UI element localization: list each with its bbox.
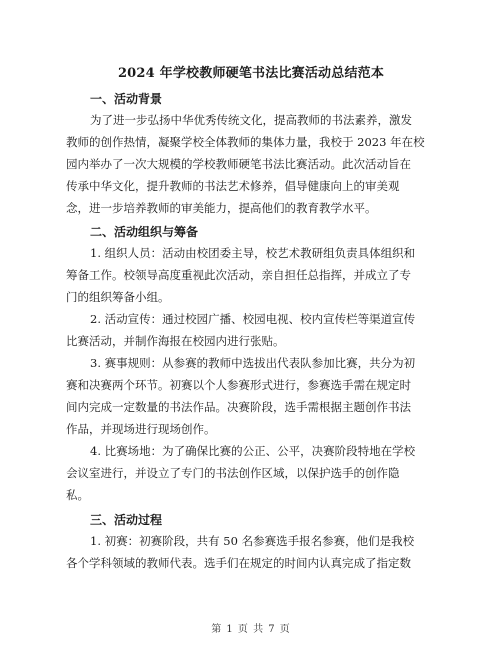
section-heading-process: 三、活动过程 [90,513,163,527]
paragraph-line: 1. 组织人员：活动由校团委主导，校艺术教研组负责具体组织和 [90,246,416,260]
page-footer: 第 1 页 共 7 页 [211,624,291,635]
paragraph-line: 1. 初赛：初赛阶段，共有 50 名参赛选手报名参赛，他们是我校 [90,534,415,548]
paragraph-line: 比赛活动，并制作海报在校园内进行张贴。 [66,334,285,348]
paragraph-line: 园内举办了一次大规模的学校教师硬笔书法比赛活动。此次活动旨在 [66,157,411,171]
paragraph-line: 各个学科领域的教师代表。选手们在规定的时间内认真完成了指定数 [66,556,411,570]
paragraph-line: 筹备工作。校领导高度重视此次活动，亲自担任总指挥，并成立了专 [66,268,411,282]
document-title: 2024 年学校教师硬笔书法比赛活动总结范本 [117,66,385,81]
paragraph-line: 教师的创作热情，凝聚学校全体教师的集体力量，我校于 2023 年在校 [66,135,425,149]
paragraph-line: 作品，并现场进行现场创作。 [66,422,216,436]
paragraph-line: 2. 活动宣传：通过校园广播、校园电视、校内宣传栏等渠道宣传 [90,312,416,326]
paragraph-line: 会议室进行，并设立了专门的书法创作区域，以保护选手的创作隐 [66,466,400,480]
paragraph-line: 念，进一步培养教师的审美能力，提高他们的教育教学水平。 [66,201,377,215]
paragraph-line: 传承中华文化，提升教师的书法艺术修养，倡导健康向上的审美观 [66,179,400,193]
paragraph-line: 3. 赛事规则：从参赛的教师中选拔出代表队参加比赛，共分为初 [90,356,416,370]
paragraph-line: 为了进一步弘扬中华优秀传统文化，提高教师的书法素养，激发 [90,113,412,127]
paragraph-line: 赛和决赛两个环节。初赛以个人参赛形式进行，参赛选手需在规定时 [66,378,411,392]
paragraph-line: 私。 [66,488,89,502]
paragraph-line: 门的组织筹备小组。 [66,290,170,304]
section-heading-organization: 二、活动组织与筹备 [90,225,199,239]
paragraph-line: 4. 比赛场地：为了确保比赛的公正、公平，决赛阶段特地在学校 [90,444,416,458]
section-heading-background: 一、活动背景 [90,92,163,106]
paragraph-line: 间内完成一定数量的书法作品。决赛阶段，选手需根据主题创作书法 [66,400,411,414]
